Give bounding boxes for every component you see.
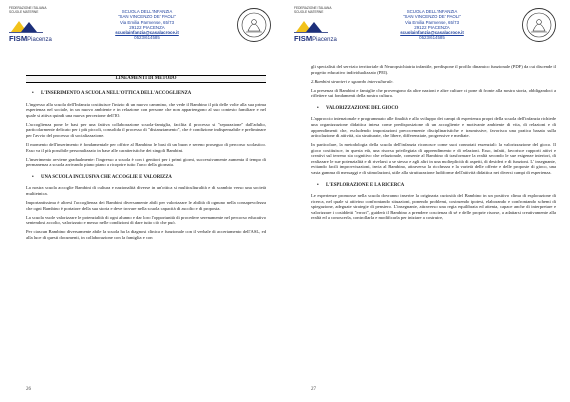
school-subtitle: "SAN VINCENZO DE' PAOLI" (117, 14, 177, 20)
bullet-icon: • (32, 91, 34, 96)
paragraph: Il momento dell'inserimento è fondamentale per offrire al Bambino le basi di un buon e sereno proseguo di percorso scolastico. Esso va il più possibile personalizzato in base alle caratteristiche dei singoli Bambini. (26, 142, 266, 153)
page-number: 26 (26, 387, 31, 392)
right-page-content (311, 64, 556, 224)
heading-gioco: • VALORIZZAZIONE DEL GIOCO (317, 105, 399, 111)
school-name: SCUOLA DELL'INFANZIA (406, 9, 458, 14)
section-box-title: LINEAMENTI DI METODO (26, 75, 266, 83)
paragraph: In particolare, la metodologia della scuola dell'infanzia riconosce come suoi connotati essenziali: la valorizzazione del gioco. Il gioco costituisce, in questa età, una risorsa privilegiata di apprendimento e di relazioni. Esso, infatti, favorisce rapporti attivi e creativi sul terreno sia cognitivo che relazionale, consente al Bambino di trasformare la realtà secondo le sue esigenze interiori, di realizzare le sue potenzialità e di rivelarsi a se stesso e agli altri in una molteplicità di aspetti, di desideri e di funzioni. L' insegnante, evitando facili improvvisazioni, invia al Bambino, attraverso la ricchezza e la varietà delle offerte e delle proposte di gioco, una vasta gamma di messaggi e di stimolazioni, utile alla strutturazione ludiforme dell'attività didattica nei diversi campi di esperienza. (311, 142, 556, 175)
paragraph: La presenza di Bambini e famiglie che provengono da altre nazioni e altre culture ci pone di fronte alla nostra storia, obbligandoci a riflettere sui fondamenti della nostra cultura. (311, 87, 556, 99)
subheading: 2.Bambini stranieri e sguardo interculturale. (311, 78, 394, 84)
fism-logo-block (9, 6, 53, 42)
paragraph: L'approccio intenzionale e programmato alle finalità e allo sviluppo dei campi di esperienza propri della scuola dell'infanzia richiede una organizzazione didattica intesa come predisposizione di un accogliente e motivante ambiente di vita, di relazioni e di apprendimenti che, escludendo impostazioni precocemente disciplinaristiche e trasmissive, favorisca una pratica basata sulla articolazione di attività, sia strutturate, che libere, differenziate, progressive e mediate. (311, 116, 556, 139)
fism-federation-text: FEDERAZIONE ITALIANA SCUOLE MATERNE (294, 6, 332, 14)
school-header (92, 9, 202, 41)
fism-logo-icon (294, 19, 328, 33)
paragraph: L'accoglienza pone le basi per una fattiva collaborazione scuola-famiglia, facilita il processo si "separazione" dall'adulto, particolarmente delicato per i più piccoli, consolida il processo di "distanziamento", che è condizione indispensabile e preliminare per l'avvio del processo di socializzazione. (26, 121, 266, 138)
paragraph: Per ciascun Bambino diversamente abile la scuola ha la diagnosi clinica e funzionale con il verbale di accertamento dell'ASL, ed alla luce di questi documenti, in collaborazione con la famiglia e con (26, 229, 266, 240)
paragraph: La nostra scuola accoglie Bambini di cultura e nazionalità diverse in un'ottica si multiculturalità e di scambio verso una società multietnica. (26, 185, 266, 196)
paragraph: Le esperienze promosse nella scuola dovranno inserire la originaria curiosità del Bambino in un positivo clima di esplorazione di ricerca, nel quale si attivino confrontando situazioni, ponendo problemi, costruendo ipotesi, elaborando e confrontando schemi di spiegazione, adeguate strategie di pensiero. L'insegnante, attraverso una regia equilibrata ed attenta, capace anche di interpretare e valorizzare i cosiddetti "errori", guiderà il Bambino a prendere coscienza di sé e delle proprie risorse, a adattarsi creativamente alla realtà ed a conoscerla, controllarla e modificarla per iniziare a costruire, (311, 193, 556, 221)
bullet-icon: • (32, 174, 34, 180)
paragraph: La scuola vuole valorizzare le potenzialità di ogni alunno e dar loro l'opportunità di procedere serenamente nel percorso educativo sentendosi accolto, valorizzato e messo nelle condizioni di dare tutto ciò che può. (26, 214, 266, 226)
bullet-icon: • (317, 105, 319, 111)
school-phone: 0523/614585 (419, 35, 445, 41)
fism-federation-text: FEDERAZIONE ITALIANA SCUOLE MATERNE (9, 6, 47, 14)
school-address: Via Emilia Parmense, 65/73 (404, 19, 460, 25)
right-page (285, 0, 570, 402)
school-seal-icon (521, 7, 557, 43)
fism-wordmark: FISMPiacenza (9, 34, 52, 43)
paragraph: Importantissima è altresì l'accoglienza dei Bambini diversamente abili per valorizzare le abilità di ognuno nella consapevolezza che ogni Bambino è portatore della sua storia e deve trovare nella scuola capacità di ascolto e di proposta. (26, 200, 266, 211)
paragraph: gli specialisti del servizio territoriale di Neuropsichiatria infantile, predispone il profilo dinamico funzionale (PDF) da cui discende il progetto educativo individualizzato (PEI). (311, 64, 556, 75)
page-number: 27 (311, 387, 316, 392)
school-header (377, 9, 487, 41)
paragraph: L'ingresso alla scuola dell'Infanzia costituisce l'inizio di un nuovo cammino, che vede il Bambino il più delle volte alla sua prima esperienza nel sociale, in un nuovo ambiente e in relazione con persone che non appartengono al suo contesto familiare e nel quale si attiva quindi una nuova percezione dell'IO. (26, 101, 266, 118)
school-subtitle: "SAN VINCENZO DE' PAOLI" (402, 14, 462, 20)
paragraph: L'inserimento avviene gradualmente: l'ingresso a scuola è con i genitori per i primi giorni, successivamente aumenta il tempo di permanenza a scuola arrivando piano piano a ricoprire tutto l'arco della giornata. (26, 156, 266, 168)
fism-logo-block (294, 6, 338, 42)
heading-esplorazione: • L'ESPLORAZIONE E LA RICERCA (317, 182, 405, 188)
heading-scuola-inclusiva: • UNA SCUOLA INCLUSIVA CHE ACCOGLIE E VALORIZZA (32, 174, 172, 180)
school-email-link[interactable]: scuolainfanzia@casalacroce.it (400, 30, 464, 36)
school-name: SCUOLA DELL'INFANZIA (121, 9, 173, 14)
fism-logo-icon (9, 19, 43, 33)
school-phone: 0523/614585 (134, 35, 160, 41)
school-email-link[interactable]: scuolainfanzia@casalacroce.it (115, 30, 179, 36)
fism-wordmark: FISMPiacenza (294, 34, 337, 43)
school-city: 29122 PIACENZA (129, 24, 165, 30)
school-seal-icon (236, 7, 272, 43)
heading-inserimento: • L'INSERIMENTO A SCUOLA NELL'OTTICA DELL'ACCOGLIENZA (32, 91, 192, 96)
left-page-content (26, 64, 266, 244)
bullet-icon: • (317, 182, 319, 188)
school-address: Via Emilia Parmense, 65/73 (119, 19, 175, 25)
school-city: 29122 PIACENZA (414, 24, 450, 30)
